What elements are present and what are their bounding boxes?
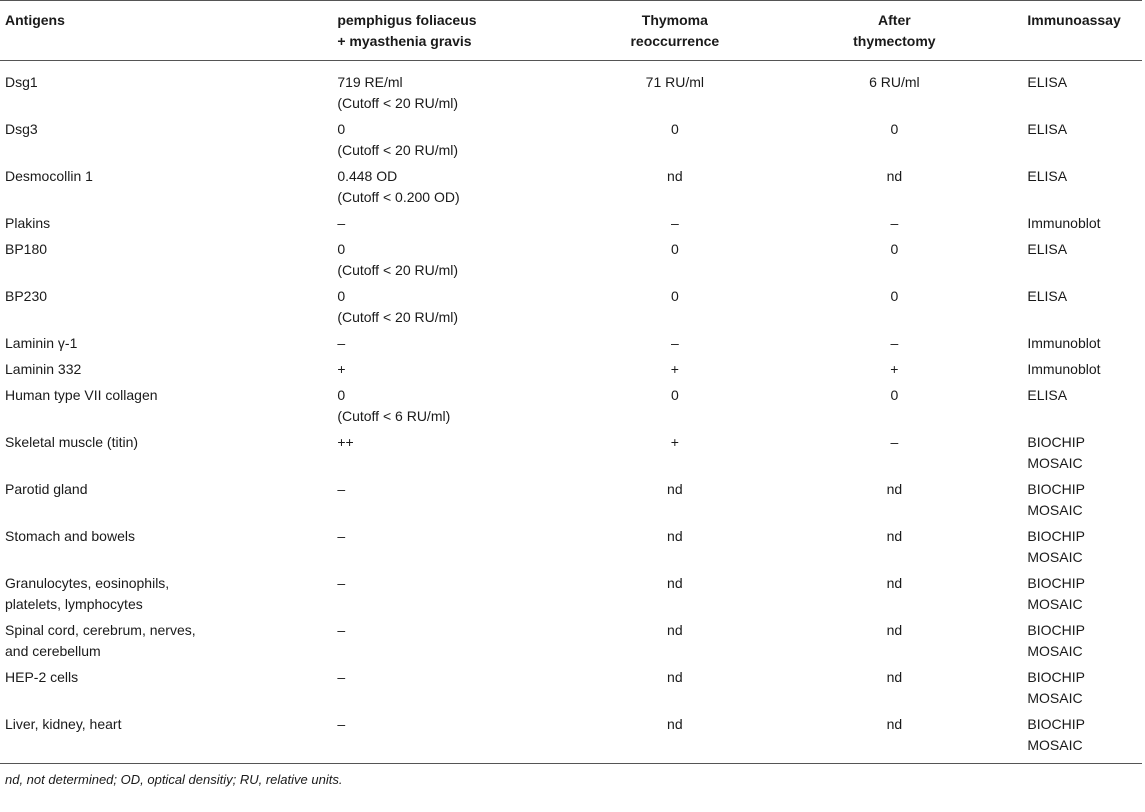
cell-immunoassay: [1022, 477, 1142, 524]
cell-pf-mg-line: 0: [337, 121, 346, 137]
cell-antigen-line: Granulocytes, eosinophils,: [5, 575, 170, 591]
cell-after-thymectomy: nd: [886, 528, 903, 544]
cell-immunoassay-line: MOSAIC: [1027, 690, 1083, 706]
table-row: [0, 164, 1142, 211]
table-body: [0, 61, 1142, 764]
table-row: [0, 477, 1142, 524]
header-after-thymectomy: [766, 1, 1022, 61]
cell-immunoassay: [1022, 284, 1142, 331]
table-row: [0, 284, 1142, 331]
cell-antigen: [0, 237, 332, 284]
cell-after-thymectomy: 6 RU/ml: [869, 74, 920, 90]
cell-antigen: [0, 477, 332, 524]
cell-antigen-line: Parotid gland: [5, 481, 88, 497]
cell-antigen: [0, 524, 332, 571]
cell-antigen-line: HEP-2 cells: [5, 669, 79, 685]
cell-antigen-line: and cerebellum: [5, 643, 101, 659]
cell-immunoassay-line: BIOCHIP: [1027, 669, 1085, 685]
cell-pf-mg: [332, 211, 583, 237]
cell-pf-mg: [332, 618, 583, 665]
cell-antigen-line: BP230: [5, 288, 48, 304]
table-footnote: nd, not determined; OD, optical densitiy; RU, relative units.: [5, 772, 343, 787]
cell-antigen: [0, 211, 332, 237]
cell-antigen: [0, 117, 332, 164]
cell-immunoassay-line: MOSAIC: [1027, 596, 1083, 612]
table-row: [0, 430, 1142, 477]
cell-antigen-line: Desmocollin 1: [5, 168, 93, 184]
header-after-line1: After: [878, 12, 911, 28]
cell-antigen-line: platelets, lymphocytes: [5, 596, 143, 612]
cell-pf-mg: [332, 237, 583, 284]
table-row: [0, 524, 1142, 571]
cell-immunoassay-line: ELISA: [1027, 74, 1068, 90]
table-row: [0, 618, 1142, 665]
cell-pf-mg-line: –: [337, 669, 346, 685]
cell-pf-mg: [332, 383, 583, 430]
cell-immunoassay: [1022, 618, 1142, 665]
cell-immunoassay-line: MOSAIC: [1027, 455, 1083, 471]
cell-immunoassay-line: MOSAIC: [1027, 643, 1083, 659]
cell-pf-mg: [332, 331, 583, 357]
cell-pf-mg: [332, 61, 583, 118]
cell-pf-mg-line: –: [337, 622, 346, 638]
cell-antigen: [0, 164, 332, 211]
table-row: [0, 117, 1142, 164]
cell-pf-mg-line: ++: [337, 434, 354, 450]
header-thymoma-line1: Thymoma: [641, 12, 708, 28]
cell-antigen-line: Spinal cord, cerebrum, nerves,: [5, 622, 196, 638]
cell-thymoma: 0: [670, 121, 679, 137]
cell-antigen-line: BP180: [5, 241, 48, 257]
cell-thymoma: nd: [667, 716, 683, 732]
cell-antigen-line: Skeletal muscle (titin): [5, 434, 139, 450]
cell-after-thymectomy: nd: [886, 481, 903, 497]
cell-after-thymectomy: +: [890, 361, 899, 377]
table-row: [0, 712, 1142, 764]
header-pf-mg-line2: + myasthenia gravis: [337, 33, 472, 49]
cell-immunoassay: [1022, 61, 1142, 118]
cell-immunoassay-line: BIOCHIP: [1027, 716, 1085, 732]
cell-after-thymectomy: nd: [886, 575, 903, 591]
cell-immunoassay-line: BIOCHIP: [1027, 481, 1085, 497]
cell-pf-mg: [332, 571, 583, 618]
cell-pf-mg-line: (Cutoff < 0.200 OD): [337, 189, 460, 205]
cell-antigen-line: Plakins: [5, 215, 51, 231]
cell-pf-mg: [332, 117, 583, 164]
table-row: [0, 331, 1142, 357]
cell-immunoassay: [1022, 524, 1142, 571]
header-pf-mg-line1: pemphigus foliaceus: [337, 12, 477, 28]
cell-pf-mg-line: (Cutoff < 20 RU/ml): [337, 309, 459, 325]
table-row: [0, 383, 1142, 430]
cell-pf-mg-line: –: [337, 335, 346, 351]
table-row: [0, 211, 1142, 237]
cell-after-thymectomy: 0: [890, 288, 899, 304]
table-row: [0, 61, 1142, 118]
cell-pf-mg-line: –: [337, 215, 346, 231]
header-after-line2: thymectomy: [853, 33, 936, 49]
cell-pf-mg: [332, 477, 583, 524]
cell-pf-mg: [332, 712, 583, 764]
cell-immunoassay-line: Immunoblot: [1027, 215, 1101, 231]
table-row: [0, 665, 1142, 712]
cell-pf-mg-line: 0: [337, 387, 346, 403]
cell-pf-mg-line: –: [337, 528, 346, 544]
cell-pf-mg-line: (Cutoff < 20 RU/ml): [337, 95, 459, 111]
cell-thymoma: 0: [670, 387, 679, 403]
cell-immunoassay-line: ELISA: [1027, 168, 1068, 184]
cell-pf-mg-line: –: [337, 481, 346, 497]
cell-immunoassay-line: ELISA: [1027, 121, 1068, 137]
cell-thymoma: –: [670, 215, 679, 231]
cell-thymoma: 0: [670, 288, 679, 304]
cell-antigen-line: Stomach and bowels: [5, 528, 135, 544]
cell-pf-mg: [332, 164, 583, 211]
cell-antigen-line: Dsg1: [5, 74, 38, 90]
cell-immunoassay: [1022, 383, 1142, 430]
cell-immunoassay: [1022, 211, 1142, 237]
cell-immunoassay-line: Immunoblot: [1027, 361, 1101, 377]
cell-immunoassay: [1022, 357, 1142, 383]
cell-immunoassay-line: ELISA: [1027, 288, 1068, 304]
cell-antigen-line: Laminin 332: [5, 361, 82, 377]
cell-pf-mg-line: +: [337, 361, 346, 377]
cell-thymoma: 71 RU/ml: [645, 74, 705, 90]
cell-pf-mg: [332, 357, 583, 383]
cell-thymoma: nd: [667, 622, 683, 638]
header-thymoma: [583, 1, 766, 61]
cell-immunoassay-line: MOSAIC: [1027, 737, 1083, 753]
table-row: [0, 357, 1142, 383]
cell-immunoassay-line: BIOCHIP: [1027, 528, 1085, 544]
cell-after-thymectomy: nd: [886, 716, 903, 732]
cell-after-thymectomy: –: [890, 215, 899, 231]
cell-after-thymectomy: –: [890, 335, 899, 351]
cell-antigen: [0, 383, 332, 430]
cell-thymoma: 0: [670, 241, 679, 257]
cell-antigen: [0, 61, 332, 118]
cell-antigen-line: Liver, kidney, heart: [5, 716, 122, 732]
cell-thymoma: nd: [667, 168, 683, 184]
cell-thymoma: +: [670, 434, 679, 450]
header-antigens: Antigens: [5, 12, 65, 28]
cell-pf-mg-line: (Cutoff < 20 RU/ml): [337, 262, 459, 278]
cell-antigen-line: Dsg3: [5, 121, 38, 137]
cell-immunoassay: [1022, 712, 1142, 764]
cell-pf-mg-line: 0: [337, 288, 346, 304]
cell-immunoassay-line: BIOCHIP: [1027, 434, 1085, 450]
cell-antigen-line: Laminin γ-1: [5, 335, 78, 351]
cell-thymoma: nd: [667, 481, 683, 497]
cell-antigen: [0, 430, 332, 477]
cell-immunoassay-line: MOSAIC: [1027, 549, 1083, 565]
cell-thymoma: nd: [667, 669, 683, 685]
cell-pf-mg-line: 719 RE/ml: [337, 74, 403, 90]
cell-after-thymectomy: 0: [890, 387, 899, 403]
cell-immunoassay: [1022, 571, 1142, 618]
cell-pf-mg: [332, 524, 583, 571]
cell-antigen: [0, 331, 332, 357]
cell-immunoassay: [1022, 117, 1142, 164]
cell-pf-mg-line: (Cutoff < 6 RU/ml): [337, 408, 451, 424]
cell-antigen: [0, 357, 332, 383]
cell-immunoassay-line: BIOCHIP: [1027, 575, 1085, 591]
cell-thymoma: –: [670, 335, 679, 351]
cell-immunoassay: [1022, 237, 1142, 284]
cell-immunoassay-line: ELISA: [1027, 387, 1068, 403]
cell-pf-mg-line: –: [337, 716, 346, 732]
cell-antigen: [0, 618, 332, 665]
cell-antigen: [0, 284, 332, 331]
cell-antigen: [0, 571, 332, 618]
cell-immunoassay: [1022, 430, 1142, 477]
cell-pf-mg: [332, 665, 583, 712]
cell-after-thymectomy: nd: [886, 168, 903, 184]
cell-after-thymectomy: 0: [890, 241, 899, 257]
cell-immunoassay-line: MOSAIC: [1027, 502, 1083, 518]
cell-thymoma: nd: [667, 528, 683, 544]
table-row: [0, 571, 1142, 618]
header-pf-mg: [332, 1, 583, 61]
cell-immunoassay: [1022, 665, 1142, 712]
cell-after-thymectomy: 0: [890, 121, 899, 137]
cell-pf-mg-line: –: [337, 575, 346, 591]
header-thymoma-line2: reoccurrence: [630, 33, 720, 49]
header-immunoassay: Immunoassay: [1027, 12, 1121, 28]
cell-pf-mg-line: (Cutoff < 20 RU/ml): [337, 142, 459, 158]
cell-immunoassay: [1022, 331, 1142, 357]
cell-immunoassay-line: Immunoblot: [1027, 335, 1101, 351]
cell-pf-mg: [332, 430, 583, 477]
cell-immunoassay-line: ELISA: [1027, 241, 1068, 257]
cell-thymoma: +: [670, 361, 679, 377]
cell-thymoma: nd: [667, 575, 683, 591]
cell-immunoassay-line: BIOCHIP: [1027, 622, 1085, 638]
cell-antigen-line: Human type VII collagen: [5, 387, 158, 403]
cell-pf-mg: [332, 284, 583, 331]
cell-immunoassay: [1022, 164, 1142, 211]
cell-antigen: [0, 665, 332, 712]
cell-pf-mg-line: 0: [337, 241, 346, 257]
cell-pf-mg-line: 0.448 OD: [337, 168, 398, 184]
cell-after-thymectomy: nd: [886, 669, 903, 685]
cell-antigen: [0, 712, 332, 764]
cell-after-thymectomy: nd: [886, 622, 903, 638]
table-row: [0, 237, 1142, 284]
table-header-row: [0, 1, 1142, 61]
cell-after-thymectomy: –: [890, 434, 899, 450]
